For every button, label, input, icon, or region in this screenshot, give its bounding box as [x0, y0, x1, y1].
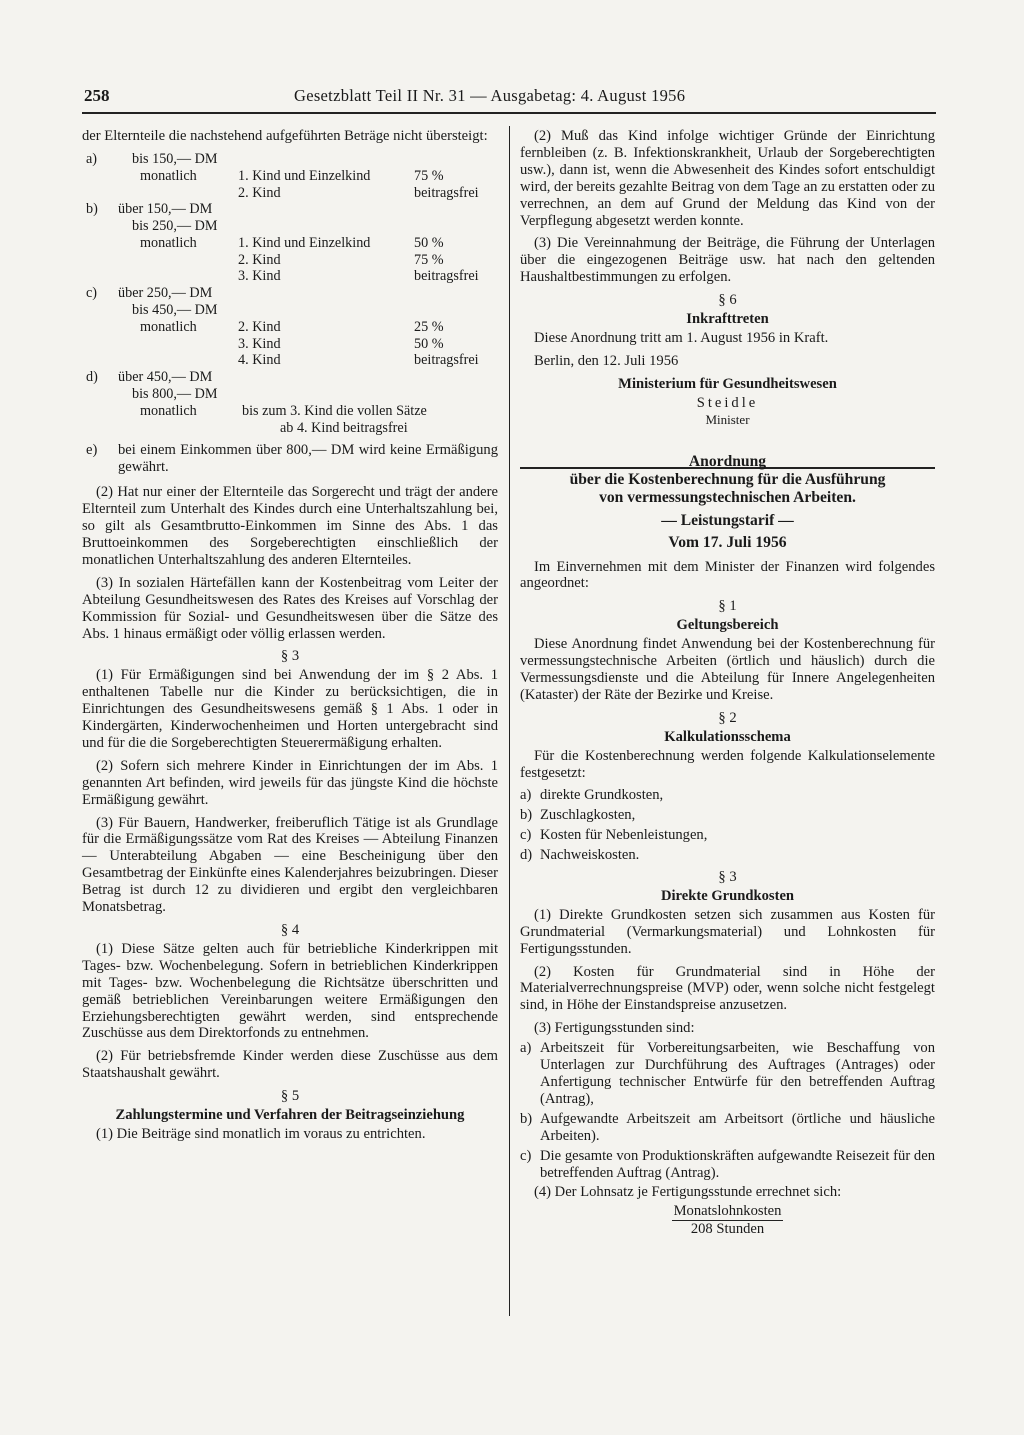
income-range: bis 250,— DM [132, 218, 218, 235]
income-range: über 250,— DM [118, 285, 213, 302]
paragraph: (1) Diese Sätze gelten auch für betriebliche Kinderkrippen mit Tages- bzw. Wochenbelegung. Sofern in betrieblichen Kinderkrippen mit Tages- bzw. Wochenbelegung die Richtsätze überschritten und gemäß betrieblichen Vereinbarungen weitere Ermäßigungen den Erziehungsberechtigten gewährt werden, sind entsprechende Zuschüsse aus dem Direktorfonds zu entnehmen. [82, 940, 498, 1042]
ministry-name: Ministerium für Gesundheitswesen [618, 375, 837, 392]
list-item [520, 827, 935, 844]
rate-text: bis zum 3. Kind die vollen Sätze [242, 402, 427, 419]
rate-value: 50 % [414, 335, 444, 352]
list-item [520, 1148, 935, 1182]
rate-value: beitragsfrei [414, 268, 479, 285]
monthly-label: monatlich [140, 234, 197, 251]
list-text: Zuschlagkosten, [540, 807, 636, 824]
section-heading: Zahlungstermine und Verfahren der Beitragseinziehung [115, 1107, 465, 1124]
list-text: bei einem Einkommen über 800,— DM wird keine Ermäßigung gewährt. [118, 442, 498, 476]
rate-value: 25 % [414, 318, 444, 335]
signer-title: Minister [705, 411, 750, 427]
section-heading: Inkrafttreten [686, 311, 769, 328]
paragraph: Diese Anordnung tritt am 1. August 1956 in Kraft. [534, 329, 829, 346]
paragraph: (2) Für betriebsfremde Kinder werden diese Zuschüsse aus dem Staatshaushalt gewährt. [82, 1048, 498, 1082]
section-number: § 5 [280, 1088, 300, 1105]
ordinance-title-line: über die Kostenberechnung für die Ausführung [569, 470, 886, 488]
income-range: bis 150,— DM [132, 150, 218, 167]
row-label: a) [86, 150, 98, 167]
section-heading: Direkte Grundkosten [660, 887, 795, 904]
rate-text: ab 4. Kind beitragsfrei [280, 419, 408, 436]
list-text: Arbeitszeit für Vorbereitungsarbeiten, wie Beschaffung von Unterlagen zur Durchführung des Auftrages (Antrages) oder Anfertigung technischer Entwürfe für den betreffenden Auftrag (Antrag), [540, 1040, 935, 1107]
list-label: e) [86, 442, 98, 459]
list-label: a) [520, 1040, 532, 1057]
page-number: 258 [84, 86, 110, 105]
list-item [520, 847, 935, 864]
section-number: § 2 [718, 709, 737, 726]
right-column [520, 128, 935, 1238]
signer-name: Steidle [696, 394, 759, 411]
ordinance-title-line: Anordnung [688, 452, 767, 470]
header-title: Gesetzblatt Teil II Nr. 31 — Ausgabetag: 4. August 1956 [294, 86, 686, 105]
rate-value: 75 % [414, 167, 444, 184]
row-label: c) [86, 285, 98, 302]
section-heading: Geltungsbereich [676, 617, 779, 634]
child-label: 3. Kind [238, 335, 281, 352]
paragraph: Diese Anordnung findet Anwendung bei der Kostenberechnung für vermessungstechnische Arbeiten (örtlich und häuslich) durch die Vermessungsdienste und die Abteilung für Innere Angelegenheiten (Kataster) der Räte der Bezirke und Kreise. [520, 636, 935, 703]
list-text: Kosten für Nebenleistungen, [540, 827, 708, 844]
income-range: bis 450,— DM [132, 302, 218, 319]
row-label: d) [86, 369, 98, 386]
list-label: a) [520, 787, 532, 804]
ordinance-title [520, 453, 935, 508]
ordinance-title-line: von vermessungstechnischen Arbeiten. [599, 489, 856, 507]
rate-value: beitragsfrei [414, 352, 479, 369]
paragraph: (2) Muß das Kind infolge wichtiger Gründe der Einrichtung fernbleiben (z. B. Infektionskrankheit, Urlaub der Sorgeberechtigten usw.), dann ist, wenn die Abwesenheit des Kindes sofort entschuldigt wird, der bereits gezahlte Beitrag von dem Tage an zu erstatten oder zu verrechnen, an dem auf Grund der Meldung das Kind von der Verpflegung abgesetzt werden konnte. [520, 128, 935, 229]
monthly-label: monatlich [140, 402, 197, 419]
rate-value: 50 % [414, 234, 444, 251]
list-label: b) [520, 807, 533, 824]
ordinance-subtitle: — Leistungstarif — [661, 511, 794, 529]
place-date: Berlin, den 12. Juli 1956 [534, 352, 679, 369]
list-label: c) [520, 1147, 532, 1164]
reduction-table [82, 151, 498, 437]
page-header [84, 86, 936, 110]
section-number: § 3 [718, 869, 737, 886]
paragraph: (2) Hat nur einer der Elternteile das Sorgerecht und trägt der andere Elternteil zum Unterhalt des Kindes durch eine Unterhaltszahlung bei, so gilt als Gesamtbrutto-Einkommen im Sinne des Abs. 1 das Bruttoeinkommen des Sorgeberechtigten einschließlich der monatlichen Unterhaltszahlung des anderen Elternteiles. [82, 484, 498, 568]
list-text: Die gesamte von Produktionskräften aufgewandte Reisezeit für den betreffenden Auftrag (Antrag). [540, 1147, 935, 1181]
paragraph: (3) In sozialen Härtefällen kann der Kostenbeitrag vom Leiter der Abteilung Gesundheitswesen des Rates des Kreises auf Vorschlag der Kommission für Sozial- und Gesundheitswesen über die Sätze des Abs. 1 hinaus ermäßigt oder völlig erlassen werden. [82, 574, 498, 642]
income-range: bis 800,— DM [132, 386, 218, 403]
child-label: 1. Kind und Einzelkind [238, 167, 371, 184]
header-rule [82, 112, 936, 114]
list-item [82, 442, 498, 476]
list-text: Aufgewandte Arbeitszeit am Arbeitsort (örtliche und häusliche Arbeiten). [540, 1110, 935, 1144]
section-number: § 3 [280, 648, 300, 665]
child-label: 2. Kind [238, 251, 281, 268]
column-divider [509, 126, 510, 1316]
paragraph: (3) Fertigungsstunden sind: [534, 1020, 695, 1037]
ordinance-date: Vom 17. Juli 1956 [668, 534, 787, 552]
rate-value: 75 % [414, 251, 444, 268]
list-text: Nachweiskosten. [540, 847, 640, 864]
paragraph: (3) Die Vereinnahmung der Beiträge, die Führung der Unterlagen über die eingezogenen Beiträge usw. hat nach den geltenden Haushaltbestimmungen zu erfolgen. [520, 235, 935, 286]
paragraph: Für die Kostenberechnung werden folgende Kalkulationselemente festgesetzt: [520, 747, 935, 781]
list-label: d) [520, 847, 533, 864]
monthly-label: monatlich [140, 318, 197, 335]
paragraph: (1) Direkte Grundkosten setzen sich zusammen aus Kosten für Grundmaterial (Vermarkungsmaterial) und Lohnkosten für Fertigungsstunden. [520, 906, 935, 957]
list-item [520, 1040, 935, 1108]
list-item [520, 1111, 935, 1145]
section-number: § 4 [280, 922, 300, 939]
paragraph: (4) Der Lohnsatz je Fertigungsstunde errechnet sich: [534, 1184, 842, 1201]
child-label: 1. Kind und Einzelkind [238, 234, 371, 251]
row-label: b) [86, 201, 98, 218]
formula-numerator: Monatslohnkosten [673, 1203, 782, 1220]
section-heading: Kalkulationsschema [664, 728, 791, 745]
list-label: c) [520, 827, 532, 844]
monthly-label: monatlich [140, 167, 197, 184]
child-label: 2. Kind [238, 184, 281, 201]
paragraph: Im Einvernehmen mit dem Minister der Finanzen wird folgendes angeordnet: [520, 558, 935, 592]
income-range: über 150,— DM [118, 201, 213, 218]
paragraph: (3) Für Bauern, Handwerker, freiberuflich Tätige ist als Grundlage für die Ermäßigungssätze vom Rat des Kreises — Abteilung Finanzen — Unterabteilung Abgaben — eine Bescheinigung über den Gesamtbetrag der Einkünfte eines Kalenderjahres beizubringen. Dieser Betrag ist durch 12 zu dividieren und ergibt den vergleichbaren Monatsbetrag. [82, 814, 498, 916]
list-text: direkte Grundkosten, [540, 787, 664, 804]
wage-formula [520, 1203, 935, 1238]
list-item [520, 807, 935, 824]
formula-denominator: 208 Stunden [690, 1221, 765, 1238]
section-number: § 6 [718, 292, 737, 309]
income-range: über 450,— DM [118, 369, 213, 386]
left-column [82, 128, 498, 1149]
list-label: b) [520, 1110, 533, 1127]
intro-text: der Elternteile die nachstehend aufgeführten Beträge nicht übersteigt: [82, 128, 488, 144]
child-label: 2. Kind [238, 318, 281, 335]
child-label: 3. Kind [238, 268, 281, 285]
paragraph: (1) Die Beiträge sind monatlich im voraus zu entrichten. [96, 1125, 426, 1142]
list-item [520, 787, 935, 804]
paragraph: (2) Sofern sich mehrere Kinder in Einrichtungen der im Abs. 1 genannten Art befinden, wird jeweils für das jüngste Kind die höchste Ermäßigung gewährt. [82, 757, 498, 808]
paragraph: (2) Kosten für Grundmaterial sind in Höhe der Materialverrechnungspreise (MVP) oder, wenn solche nicht festgelegt sind, in Höhe der Einstandspreise anzusetzen. [520, 963, 935, 1014]
child-label: 4. Kind [238, 352, 281, 369]
section-number: § 1 [718, 598, 737, 615]
rate-value: beitragsfrei [414, 184, 479, 201]
paragraph: (1) Für Ermäßigungen sind bei Anwendung der im § 2 Abs. 1 enthaltenen Tabelle nur die Kinder zu berücksichtigen, die in Einrichtungen des Gesundheitswesens gemäß § 1 Abs. 1 oder in Kindergärten, Kinderwochenheimen und Horten untergebracht sind und für die die Sorgeberechtigten Steuerermäßigung erhalten. [82, 667, 498, 751]
